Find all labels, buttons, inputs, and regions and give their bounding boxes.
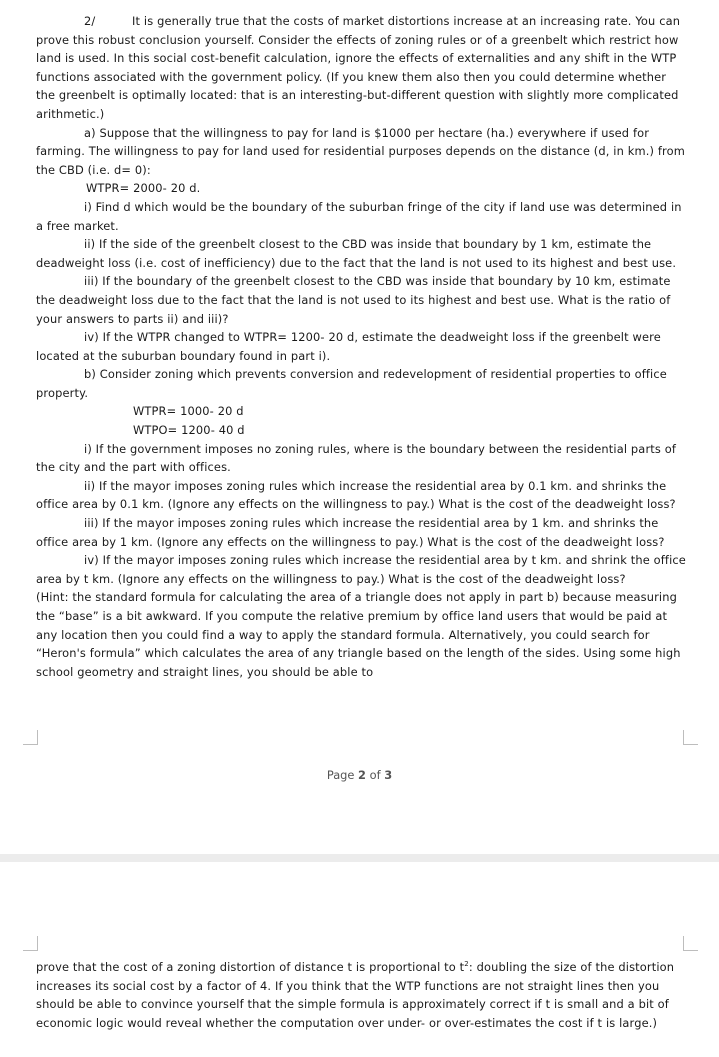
- part-a-i: i) Find d which would be the boundary of the suburban fringe of the city if land use was determined in a free market.: [36, 199, 682, 233]
- crop-mark-top-left: [23, 936, 38, 951]
- part-b-iv: iv) If the mayor imposes zoning rules which increase the residential area by t km. and shrink the office area by t km. (Ignore any effects on the willingness to pay.) What is the cost of the deadweight loss?: [36, 553, 686, 586]
- part-b-i: i) If the government imposes no zoning rules, where is the boundary between the residential parts of the city and the part with offices.: [36, 441, 677, 475]
- part-a-ii: ii) If the side of the greenbelt closest to the CBD was inside that boundary by 1 km, estimate the deadweight loss (i.e. cost of inefficiency) due to the fact that the land is not used to its highest and best use.: [36, 237, 677, 270]
- part-b-ii: ii) If the mayor imposes zoning rules which increase the residential area by 0.1 km. and shrinks the office area by 0.1 km. (Ignore any effects on the willingness to pay.) What is the cost of the deadweight loss?: [36, 478, 676, 512]
- part-a-iv: iv) If the WTPR changed to WTPR= 1200- 20 d, estimate the deadweight loss if the greenbelt were located at the suburban boundary found in part i).: [36, 330, 661, 363]
- hint-paragraph: (Hint: the standard formula for calculating the area of a triangle does not apply in part b) because measuring the “base” is a bit awkward. If you compute the relative premium by office land users that would be paid at any location then you could find a way to apply the standard formula. Alternatively, you could search for “Heron's formula” which calculates the area of any triangle based on the length of the sides. Using some high school geometry and straight lines, you should be able to: [36, 590, 681, 679]
- crop-mark-bottom-right: [683, 730, 698, 745]
- crop-mark-bottom-left: [23, 730, 38, 745]
- wtpr-formula: WTPR= 2000- 20 d.: [86, 181, 201, 196]
- page-text: [36, 958, 686, 1032]
- part-b-paragraph: b) Consider zoning which prevents conversion and redevelopment of residential properties to office property.: [36, 367, 667, 400]
- wtpr-formula-b: WTPR= 1000- 20 d: [133, 404, 244, 419]
- page-indicator: Page 2 of 3: [326, 768, 393, 782]
- continuation-paragraph: prove that the cost of a zoning distortion of distance t is proportional to $t^2$: doubling the size of the distortion increases its social cost by a factor of 4. If you think that the WTP functions are not straight lines then you should be able to convince yourself that the simple formula is approximately correct if t is small and a bit of economic logic would reveal whether the computation over under- or over-estimates the cost if t is large.): [36, 960, 675, 1030]
- part-a-iii: iii) If the boundary of the greenbelt closest to the CBD was inside that boundary by 10 km, estimate the deadweight loss due to the fact that the land is not used to its highest and best use. What is the ratio of your answers to parts ii) and iii)?: [36, 274, 671, 326]
- intro-paragraph: 2/ It is generally true that the costs of market distortions increase at an increasing rate. You can prove this robust conclusion yourself. Consider the effects of zoning rules or of a greenbelt which restrict how land is used. In this social cost-benefit calculation, ignore the effects of externalities and any shift in the WTP functions associated with the government policy. (If you knew them also then you could determine whether the greenbelt is optimally located: that is an interesting-but-different question with slightly more complicated arithmetic.): [36, 14, 681, 121]
- crop-mark-top-right: [683, 936, 698, 951]
- wtpo-formula-b: WTPO= 1200- 40 d: [133, 423, 245, 438]
- question-number: 2/: [84, 14, 96, 28]
- page-separator: [0, 854, 719, 862]
- part-a-paragraph: a) Suppose that the willingness to pay for land is $1000 per hectare (ha.) everywhere if used for farming. The willingness to pay for land used for residential purposes depends on the distance (d, in km.) from the CBD (i.e. d= 0):: [36, 125, 685, 177]
- part-b-iii: iii) If the mayor imposes zoning rules which increase the residential area by 1 km. and shrinks the office area by 1 km. (Ignore any effects on the willingness to pay.) What is the cost of the deadweight loss?: [36, 516, 665, 549]
- page-text: [36, 12, 686, 681]
- document-page-3: [0, 862, 719, 1057]
